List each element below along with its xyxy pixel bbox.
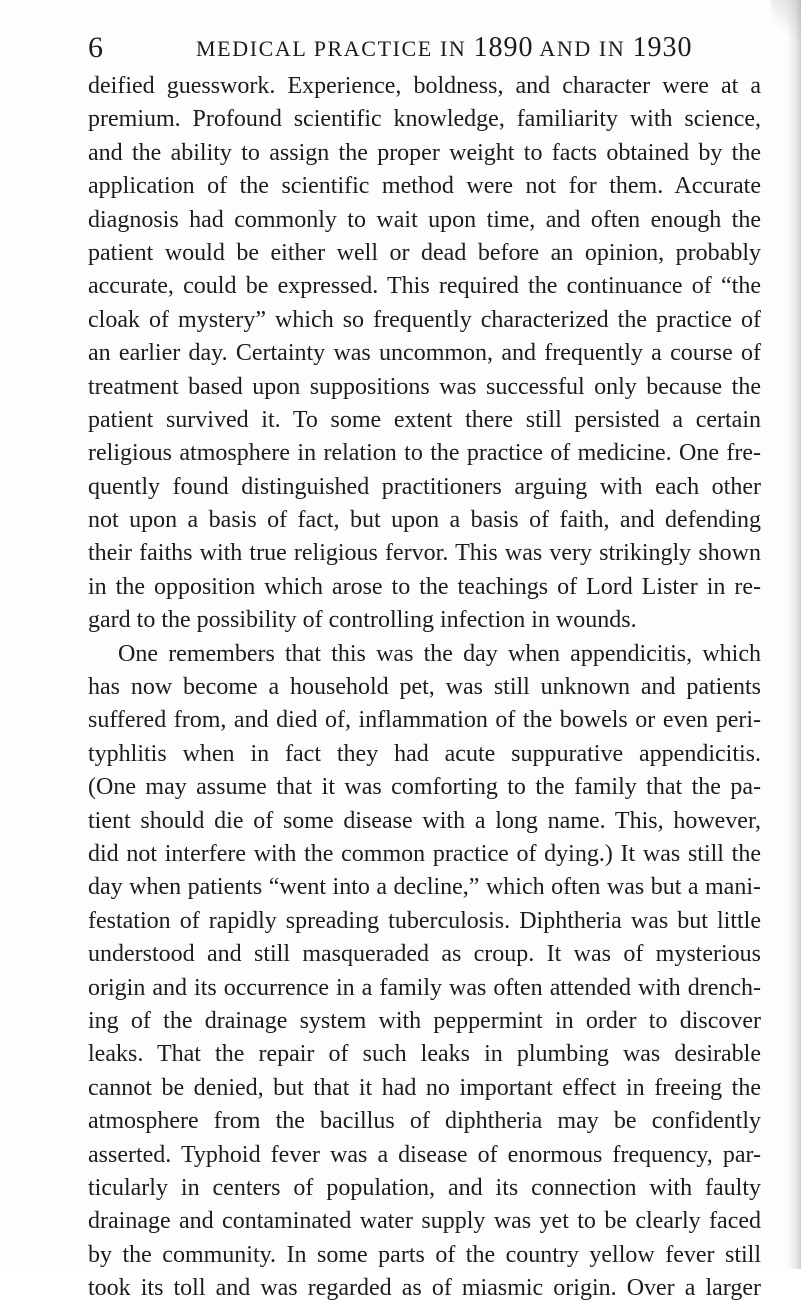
text-line: quently found distinguished practitioners arguing with each other [88, 473, 761, 500]
text-line: ticularly in centers of population, and its connection with faulty [88, 1174, 761, 1201]
text-line: application of the scientific method were not for them. Accurate [88, 173, 761, 200]
text-line: patient survived it. To some extent there still persisted a certain [88, 406, 761, 433]
text-line: in the opposition which arose to the teachings of Lord Lister in re- [88, 573, 761, 600]
text-line: and the ability to assign the proper weight to facts obtained by the [88, 139, 761, 166]
title-prefix: MEDICAL PRACTICE IN [196, 36, 474, 61]
text-line: atmosphere from the bacillus of diphtheria may be confidently [88, 1108, 761, 1135]
body-text [88, 70, 761, 1305]
text-line: cloak of mystery” which so frequently characterized the practice of [88, 306, 761, 333]
text-line: an earlier day. Certainty was uncommon, and frequently a course of [88, 340, 761, 367]
text-line: cannot be denied, but that it had no important effect in freeing the [88, 1074, 761, 1101]
page-number: 6 [88, 31, 103, 64]
text-line: festation of rapidly spreading tuberculosis. Diphtheria was but little [88, 907, 761, 934]
page-edge-shadow [787, 0, 801, 1269]
text-line: by the community. In some parts of the country yellow fever still [88, 1241, 761, 1268]
text-line: ing of the drainage system with peppermint in order to discover [88, 1007, 761, 1034]
text-line: drainage and contaminated water supply was yet to be clearly faced [88, 1208, 761, 1235]
paragraph-end-line: gard to the possibility of controlling infection in wounds. [88, 607, 637, 634]
title-year-1890: 1890 [473, 32, 534, 63]
text-line: origin and its occurrence in a family was often attended with drench- [88, 974, 761, 1001]
text-line: their faiths with true religious fervor. This was very strikingly shown [88, 540, 761, 567]
text-line: tient should die of some disease with a long name. This, however, [88, 807, 761, 834]
paragraph-start-line: One remembers that this was the day when appendicitis, which [118, 640, 761, 667]
title-year-1930: 1930 [632, 32, 693, 63]
text-line: suffered from, and died of, inflammation of the bowels or even peri- [88, 707, 761, 734]
text-line: patient would be either well or dead before an opinion, probably [88, 239, 761, 266]
text-line: has now become a household pet, was still unknown and patients [88, 674, 761, 701]
text-line: did not interfere with the common practice of dying.) It was still the [88, 840, 761, 867]
text-line: day when patients “went into a decline,” which often was but a mani- [88, 874, 761, 901]
text-line: took its toll and was regarded as of miasmic origin. Over a larger [88, 1275, 761, 1302]
text-line: (One may assume that it was comforting to the family that the pa- [88, 774, 761, 801]
text-line: typhlitis when in fact they had acute suppurative appendicitis. [88, 740, 761, 767]
text-line: diagnosis had commonly to wait upon time, and often enough the [88, 206, 761, 233]
text-line: religious atmosphere in relation to the practice of medicine. One fre- [88, 440, 761, 467]
text-line: treatment based upon suppositions was successful only because the [88, 373, 761, 400]
text-line: accurate, could be expressed. This required the continuance of “the [88, 273, 761, 300]
text-line: understood and still masqueraded as croup. It was of mysterious [88, 941, 761, 968]
text-line: premium. Profound scientific knowledge, familiarity with science, [88, 106, 761, 133]
running-head-title [196, 28, 692, 69]
text-line: leaks. That the repair of such leaks in plumbing was desirable [88, 1041, 761, 1068]
running-head [88, 28, 748, 68]
text-line: asserted. Typhoid fever was a disease of enormous frequency, par- [88, 1141, 761, 1168]
text-line: not upon a basis of fact, but upon a basis of faith, and defending [88, 507, 761, 534]
text-line: deified guesswork. Experience, boldness, and character were at a [88, 73, 761, 99]
title-middle: AND IN [533, 36, 633, 61]
